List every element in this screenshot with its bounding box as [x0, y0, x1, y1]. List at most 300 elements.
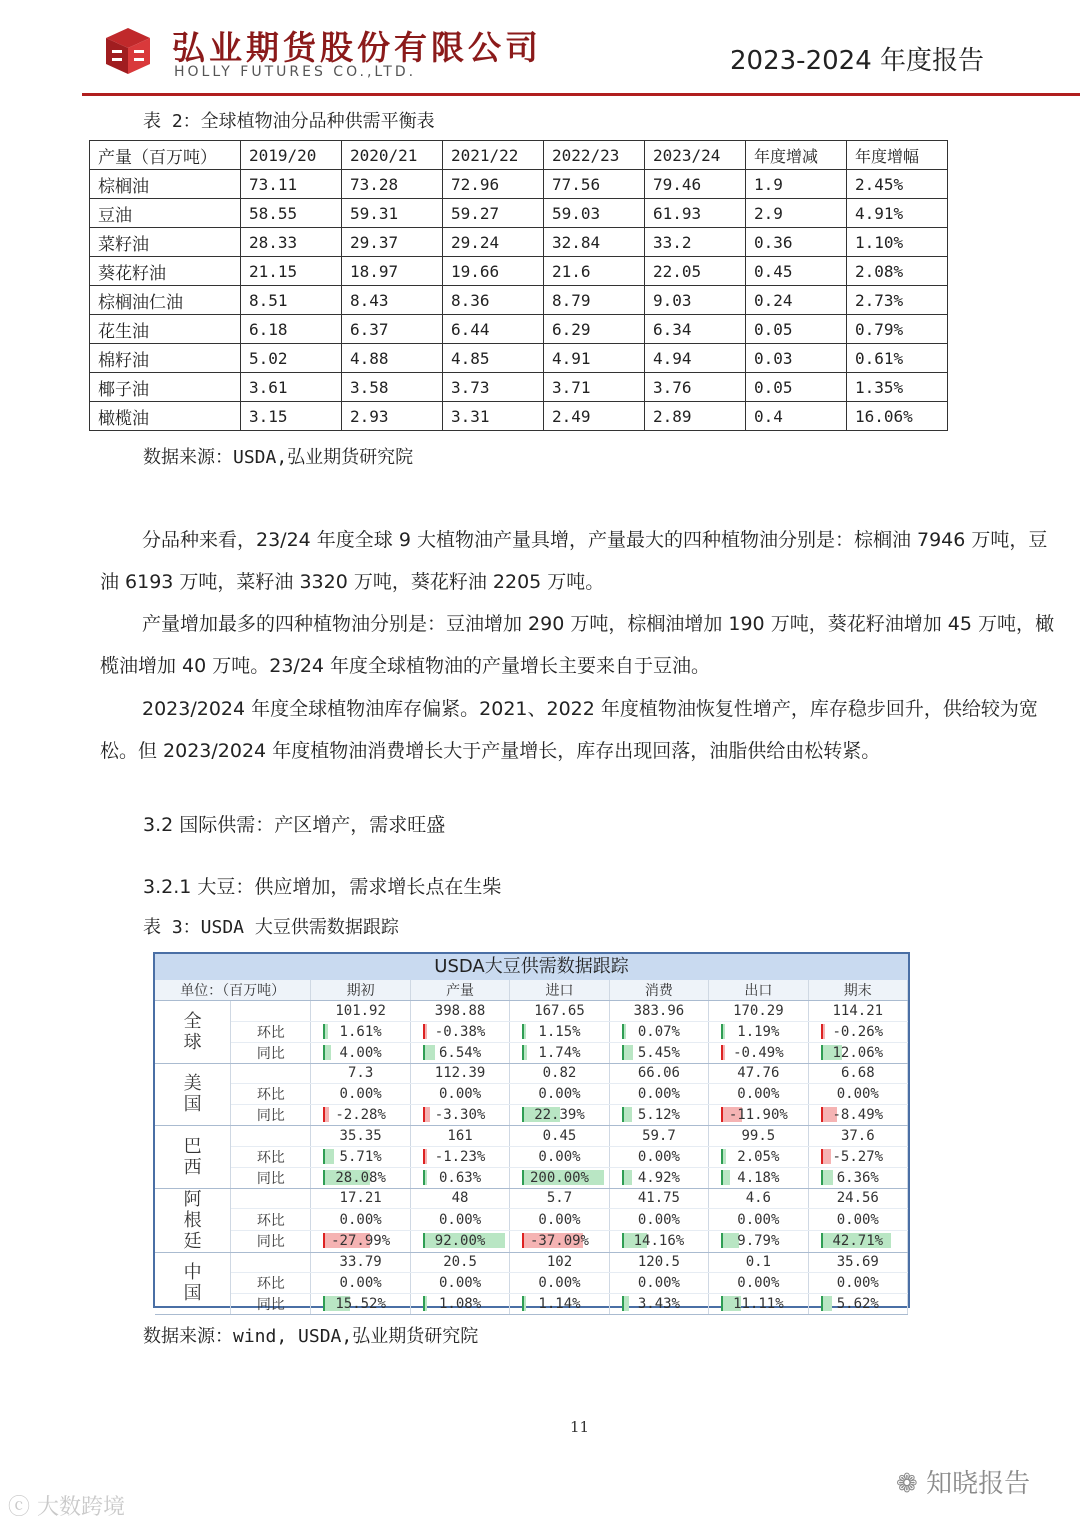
table-cell: 4.91%: [847, 199, 948, 228]
metric-label: 环比: [231, 1146, 311, 1167]
change-value: 9.79%: [737, 1233, 780, 1250]
negative-bar: [821, 1024, 825, 1039]
table-cell: 1.9: [746, 170, 847, 199]
change-value: 0.00%: [538, 1275, 581, 1291]
negative-bar: [423, 1107, 430, 1122]
metric-label: 同比: [231, 1230, 311, 1252]
change-cell: [709, 1042, 808, 1063]
change-cell: [709, 1230, 808, 1252]
positive-bar: [423, 1045, 435, 1060]
change-cell: [510, 1084, 609, 1105]
table-cell: 4.88: [342, 344, 443, 373]
change-value: 0.00%: [438, 1086, 482, 1102]
change-value: -0.38%: [434, 1023, 486, 1040]
table-cell: 2.89: [645, 402, 746, 431]
value-cell: 0.82: [510, 1063, 609, 1084]
positive-bar: [622, 1170, 632, 1185]
table-cell: 33.2: [645, 228, 746, 257]
usda-table-title: USDA大豆供需数据跟踪: [155, 954, 908, 980]
table-cell: 22.05: [645, 257, 746, 286]
watermark-right: [896, 1463, 1030, 1500]
change-cell: [808, 1167, 907, 1188]
change-cell: [808, 1021, 907, 1042]
change-cell: [311, 1021, 410, 1042]
table-cell: 0.24: [746, 286, 847, 315]
table-cell: 6.18: [241, 315, 342, 344]
change-cell: [410, 1167, 509, 1188]
change-value: 0.00%: [339, 1211, 382, 1228]
table2-caption: 表 2：全球植物油分品种供需平衡表: [143, 111, 435, 132]
table-header-cell: 2020/21: [342, 141, 443, 170]
change-value: 3.43%: [637, 1296, 680, 1312]
change-cell: [510, 1105, 609, 1126]
change-cell: [609, 1105, 708, 1126]
table-cell: 77.56: [544, 170, 645, 199]
table-cell: 8.51: [241, 286, 342, 315]
change-value: 0.00%: [836, 1211, 879, 1228]
change-value: 11.11%: [733, 1296, 784, 1312]
table-cell: 59.03: [544, 199, 645, 228]
table-row: [90, 315, 948, 344]
value-cell: 6.68: [808, 1063, 907, 1084]
paragraph-3: [100, 688, 1060, 772]
change-cell: [709, 1167, 808, 1188]
region-value-row: [155, 1188, 908, 1209]
region-label: 中 国: [155, 1252, 231, 1315]
table-cell: 8.36: [443, 286, 544, 315]
change-value: 0.07%: [637, 1023, 680, 1040]
table-cell: 9.03: [645, 286, 746, 315]
table-cell: 2.9: [746, 199, 847, 228]
change-value: 5.45%: [637, 1044, 680, 1061]
table-cell: 21.15: [241, 257, 342, 286]
value-cell: 7.3: [311, 1063, 410, 1084]
header-divider: [82, 93, 1080, 96]
table-header-cell: 产量（百万吨）: [90, 141, 241, 170]
region-yoy-row: [155, 1042, 908, 1063]
table2-source: 数据来源：USDA,弘业期货研究院: [143, 447, 414, 468]
value-cell: 59.7: [609, 1126, 708, 1147]
usda-data-grid: [155, 980, 908, 1315]
change-cell: [808, 1042, 907, 1063]
change-value: 42.71%: [832, 1233, 884, 1250]
positive-bar: [622, 1107, 632, 1122]
positive-bar: [622, 1045, 633, 1060]
region-yoy-row: [155, 1294, 908, 1315]
watermark-left: ⓒ 大数跨境: [8, 1495, 126, 1520]
change-value: 1.15%: [538, 1023, 581, 1040]
table-cell: 21.6: [544, 257, 645, 286]
change-cell: [808, 1146, 907, 1167]
metric-label: 环比: [231, 1084, 311, 1105]
table-cell: 2.45%: [847, 170, 948, 199]
table-cell: 19.66: [443, 257, 544, 286]
change-value: 28.08%: [335, 1169, 386, 1186]
change-value: 0.00%: [637, 1148, 680, 1165]
value-cell: 20.5: [410, 1252, 509, 1273]
change-cell: [510, 1146, 609, 1167]
subsection-heading: 3.2.1 大豆：供应增加，需求增长点在生柴: [143, 876, 502, 898]
change-value: 0.00%: [637, 1211, 680, 1228]
change-value: -3.30%: [434, 1107, 486, 1123]
change-cell: [510, 1021, 609, 1042]
region-yoy-row: [155, 1230, 908, 1252]
change-value: -2.28%: [335, 1107, 386, 1123]
positive-bar: [323, 1045, 331, 1060]
change-value: 0.00%: [836, 1086, 879, 1102]
table-cell: 0.61%: [847, 344, 948, 373]
change-value: 4.00%: [339, 1044, 382, 1061]
change-cell: [609, 1230, 708, 1252]
change-cell: [709, 1105, 808, 1126]
change-value: 15.52%: [335, 1296, 386, 1312]
table-cell: 1.10%: [847, 228, 948, 257]
table-cell: 4.85: [443, 344, 544, 373]
metric-label: 环比: [231, 1273, 311, 1294]
table-cell: 椰子油: [90, 373, 241, 402]
change-cell: [410, 1084, 509, 1105]
value-cell: 35.35: [311, 1126, 410, 1147]
change-cell: [609, 1167, 708, 1188]
metric-label: 环比: [231, 1209, 311, 1231]
change-cell: [609, 1084, 708, 1105]
metric-label: 同比: [231, 1042, 311, 1063]
change-cell: [510, 1230, 609, 1252]
metric-label: 同比: [231, 1294, 311, 1315]
positive-bar: [721, 1170, 730, 1185]
table-cell: 棕榈油: [90, 170, 241, 199]
column-header: 消费: [609, 980, 708, 1001]
change-value: 0.00%: [438, 1275, 482, 1291]
table3-caption: 表 3：USDA 大豆供需数据跟踪: [143, 917, 399, 938]
table-cell: 棕榈油仁油: [90, 286, 241, 315]
change-cell: [709, 1146, 808, 1167]
value-cell: 383.96: [609, 1001, 708, 1022]
value-cell: 114.21: [808, 1001, 907, 1022]
value-cell: 161: [410, 1126, 509, 1147]
table-row: [90, 344, 948, 373]
change-value: 12.06%: [832, 1044, 884, 1061]
change-value: 6.54%: [438, 1044, 482, 1061]
table-cell: 葵花籽油: [90, 257, 241, 286]
table-cell: 0.36: [746, 228, 847, 257]
change-cell: [410, 1209, 509, 1231]
change-cell: [808, 1084, 907, 1105]
metric-label: [231, 1063, 311, 1084]
table-cell: 6.44: [443, 315, 544, 344]
table-cell: 3.31: [443, 402, 544, 431]
watermark-right-text: 知晓报告: [926, 1469, 1031, 1499]
change-value: 14.16%: [633, 1233, 685, 1250]
table-row: [90, 199, 948, 228]
value-cell: 35.69: [808, 1252, 907, 1273]
region-label: 巴 西: [155, 1126, 231, 1189]
region-label: 全 球: [155, 1001, 231, 1064]
metric-label: 同比: [231, 1105, 311, 1126]
change-cell: [609, 1294, 708, 1315]
value-cell: 101.92: [311, 1001, 410, 1022]
page-number: 11: [570, 1418, 590, 1436]
change-value: 0.00%: [339, 1275, 382, 1291]
change-value: 0.00%: [339, 1086, 382, 1102]
table-cell: 16.06%: [847, 402, 948, 431]
column-header: 期初: [311, 980, 410, 1001]
paragraph-2: [100, 603, 1060, 687]
company-logo-icon: [102, 24, 154, 76]
change-cell: [311, 1294, 410, 1315]
table-cell: 32.84: [544, 228, 645, 257]
change-value: 0.00%: [836, 1275, 879, 1291]
table-cell: 3.71: [544, 373, 645, 402]
region-label: 美 国: [155, 1063, 231, 1126]
value-cell: 33.79: [311, 1252, 410, 1273]
table-header-cell: 年度增幅: [847, 141, 948, 170]
paragraph-2-text: 产量增加最多的四种植物油分别是：豆油增加 290 万吨，棕榈油增加 190 万吨，葵花籽油增加 45 万吨，橄榄油增加 40 万吨。23/24 年度全球植物油的产量增长主要来自于豆油。: [100, 613, 1054, 677]
value-cell: 66.06: [609, 1063, 708, 1084]
table-row: [90, 286, 948, 315]
change-value: 0.00%: [538, 1086, 581, 1102]
change-cell: [410, 1021, 509, 1042]
table-cell: 豆油: [90, 199, 241, 228]
change-cell: [609, 1021, 708, 1042]
table-cell: 3.61: [241, 373, 342, 402]
table-cell: 6.34: [645, 315, 746, 344]
value-cell: 17.21: [311, 1188, 410, 1209]
report-title: 2023-2024 年度报告: [730, 46, 984, 76]
metric-label: [231, 1188, 311, 1209]
change-value: 0.00%: [637, 1086, 680, 1102]
region-value-row: [155, 1063, 908, 1084]
negative-bar: [721, 1045, 725, 1060]
value-cell: 47.76: [709, 1063, 808, 1084]
change-cell: [311, 1084, 410, 1105]
region-mom-row: [155, 1273, 908, 1294]
table-cell: 73.28: [342, 170, 443, 199]
change-cell: [808, 1209, 907, 1231]
table-cell: 棉籽油: [90, 344, 241, 373]
positive-bar: [821, 1296, 832, 1311]
table-cell: 2.73%: [847, 286, 948, 315]
change-cell: [410, 1273, 509, 1294]
change-value: 22.39%: [534, 1107, 585, 1123]
value-cell: 102: [510, 1252, 609, 1273]
positive-bar: [622, 1296, 629, 1311]
value-cell: 37.6: [808, 1126, 907, 1147]
positive-bar: [323, 1024, 328, 1039]
column-header: 产量: [410, 980, 509, 1001]
change-cell: [311, 1230, 410, 1252]
value-cell: 48: [410, 1188, 509, 1209]
table-cell: 0.79%: [847, 315, 948, 344]
vegetable-oil-balance-table: [89, 140, 948, 431]
column-header: 进口: [510, 980, 609, 1001]
change-value: 0.00%: [737, 1211, 780, 1228]
value-cell: 112.39: [410, 1063, 509, 1084]
table-cell: 2.93: [342, 402, 443, 431]
positive-bar: [323, 1149, 334, 1164]
table-cell: 0.05: [746, 373, 847, 402]
positive-bar: [522, 1296, 526, 1311]
value-cell: 4.6: [709, 1188, 808, 1209]
table-row: [90, 373, 948, 402]
paragraph-3-text: 2023/2024 年度全球植物油库存偏紧。2021、2022 年度植物油恢复性增产，库存稳步回升，供给较为宽松。但 2023/2024 年度植物油消费增长大于产量增长，库存出现回落，油脂供给由松转紧。: [100, 698, 1038, 762]
table-header-row: [90, 141, 948, 170]
region-mom-row: [155, 1084, 908, 1105]
change-cell: [609, 1273, 708, 1294]
table-cell: 61.93: [645, 199, 746, 228]
change-value: -5.27%: [832, 1148, 884, 1165]
table-cell: 6.37: [342, 315, 443, 344]
change-value: -0.26%: [832, 1023, 884, 1040]
table-cell: 橄榄油: [90, 402, 241, 431]
positive-bar: [622, 1024, 626, 1039]
negative-bar: [423, 1024, 427, 1039]
table-cell: 2.49: [544, 402, 645, 431]
table-cell: 菜籽油: [90, 228, 241, 257]
metric-label: [231, 1126, 311, 1147]
positive-bar: [821, 1170, 833, 1185]
table-cell: 1.35%: [847, 373, 948, 402]
table-cell: 4.91: [544, 344, 645, 373]
change-cell: [311, 1273, 410, 1294]
change-cell: [311, 1167, 410, 1188]
positive-bar: [721, 1024, 725, 1039]
change-value: 2.05%: [737, 1148, 780, 1165]
region-mom-row: [155, 1146, 908, 1167]
change-cell: [609, 1042, 708, 1063]
change-cell: [808, 1294, 907, 1315]
positive-bar: [721, 1149, 726, 1164]
change-cell: [311, 1042, 410, 1063]
change-cell: [709, 1021, 808, 1042]
value-cell: 5.7: [510, 1188, 609, 1209]
table-cell: 0.03: [746, 344, 847, 373]
change-cell: [709, 1294, 808, 1315]
region-value-row: [155, 1126, 908, 1147]
change-value: 5.62%: [836, 1296, 879, 1312]
usda-soybean-table: [153, 952, 910, 1313]
table-cell: 8.43: [342, 286, 443, 315]
value-cell: 0.1: [709, 1252, 808, 1273]
change-cell: [609, 1146, 708, 1167]
change-value: -37.09%: [529, 1233, 589, 1250]
table-cell: 5.02: [241, 344, 342, 373]
region-mom-row: [155, 1021, 908, 1042]
table-row: [90, 402, 948, 431]
table-cell: 0.05: [746, 315, 847, 344]
wechat-icon: ❁: [896, 1469, 918, 1499]
change-value: 5.12%: [637, 1107, 680, 1123]
value-cell: 398.88: [410, 1001, 509, 1022]
table-cell: 73.11: [241, 170, 342, 199]
region-yoy-row: [155, 1167, 908, 1188]
change-cell: [311, 1105, 410, 1126]
table-cell: 0.4: [746, 402, 847, 431]
change-value: -1.23%: [434, 1148, 486, 1165]
table-cell: 6.29: [544, 315, 645, 344]
table-row: [90, 228, 948, 257]
table-header-cell: 2019/20: [241, 141, 342, 170]
change-cell: [510, 1209, 609, 1231]
unit-label: 单位：（百万吨）: [155, 980, 311, 1001]
change-value: 1.14%: [538, 1296, 581, 1312]
table-cell: 28.33: [241, 228, 342, 257]
table-cell: 3.76: [645, 373, 746, 402]
change-cell: [709, 1273, 808, 1294]
value-cell: 41.75: [609, 1188, 708, 1209]
table-cell: 59.27: [443, 199, 544, 228]
table-cell: 3.15: [241, 402, 342, 431]
value-cell: 24.56: [808, 1188, 907, 1209]
value-cell: 170.29: [709, 1001, 808, 1022]
change-value: 0.63%: [438, 1169, 482, 1186]
column-header: 期末: [808, 980, 907, 1001]
value-cell: 99.5: [709, 1126, 808, 1147]
negative-bar: [423, 1149, 427, 1164]
change-value: 5.71%: [339, 1148, 382, 1165]
table-cell: 58.55: [241, 199, 342, 228]
table-header-cell: 2021/22: [443, 141, 544, 170]
table-cell: 4.94: [645, 344, 746, 373]
change-cell: [808, 1105, 907, 1126]
table-header-cell: 年度增减: [746, 141, 847, 170]
change-value: 1.74%: [538, 1044, 581, 1061]
metric-label: 同比: [231, 1167, 311, 1188]
region-value-row: [155, 1252, 908, 1273]
table-header-cell: 2022/23: [544, 141, 645, 170]
table-cell: 花生油: [90, 315, 241, 344]
change-cell: [709, 1084, 808, 1105]
table-cell: 59.31: [342, 199, 443, 228]
column-header: 出口: [709, 980, 808, 1001]
change-cell: [510, 1294, 609, 1315]
table-cell: 3.73: [443, 373, 544, 402]
change-value: 6.36%: [836, 1169, 879, 1186]
company-name-en: HOLLY FUTURES CO.,LTD.: [174, 64, 417, 80]
table-cell: 8.79: [544, 286, 645, 315]
table-row: [90, 257, 948, 286]
change-value: 92.00%: [434, 1233, 486, 1250]
change-cell: [410, 1230, 509, 1252]
table-cell: 0.45: [746, 257, 847, 286]
change-value: 0.00%: [737, 1275, 780, 1291]
table3-source: 数据来源：wind, USDA,弘业期货研究院: [143, 1326, 479, 1347]
change-cell: [808, 1230, 907, 1252]
table-header-cell: 2023/24: [645, 141, 746, 170]
negative-bar: [821, 1149, 831, 1164]
change-cell: [410, 1105, 509, 1126]
change-value: 4.92%: [637, 1169, 680, 1186]
page-header: [0, 0, 1080, 100]
value-cell: 0.45: [510, 1126, 609, 1147]
change-value: 1.61%: [339, 1023, 382, 1040]
change-cell: [311, 1209, 410, 1231]
change-value: 1.19%: [737, 1023, 780, 1040]
region-label: 阿 根 廷: [155, 1188, 231, 1252]
change-value: 4.18%: [737, 1169, 780, 1186]
positive-bar: [423, 1170, 427, 1185]
paragraph-1: [100, 519, 1060, 603]
table-cell: 18.97: [342, 257, 443, 286]
table-cell: 29.37: [342, 228, 443, 257]
change-cell: [410, 1146, 509, 1167]
change-cell: [609, 1209, 708, 1231]
change-value: -8.49%: [832, 1107, 884, 1123]
value-cell: 120.5: [609, 1252, 708, 1273]
table-cell: 2.08%: [847, 257, 948, 286]
change-value: -11.90%: [728, 1107, 788, 1123]
company-name-cn: 弘业期货股份有限公司: [172, 28, 542, 67]
